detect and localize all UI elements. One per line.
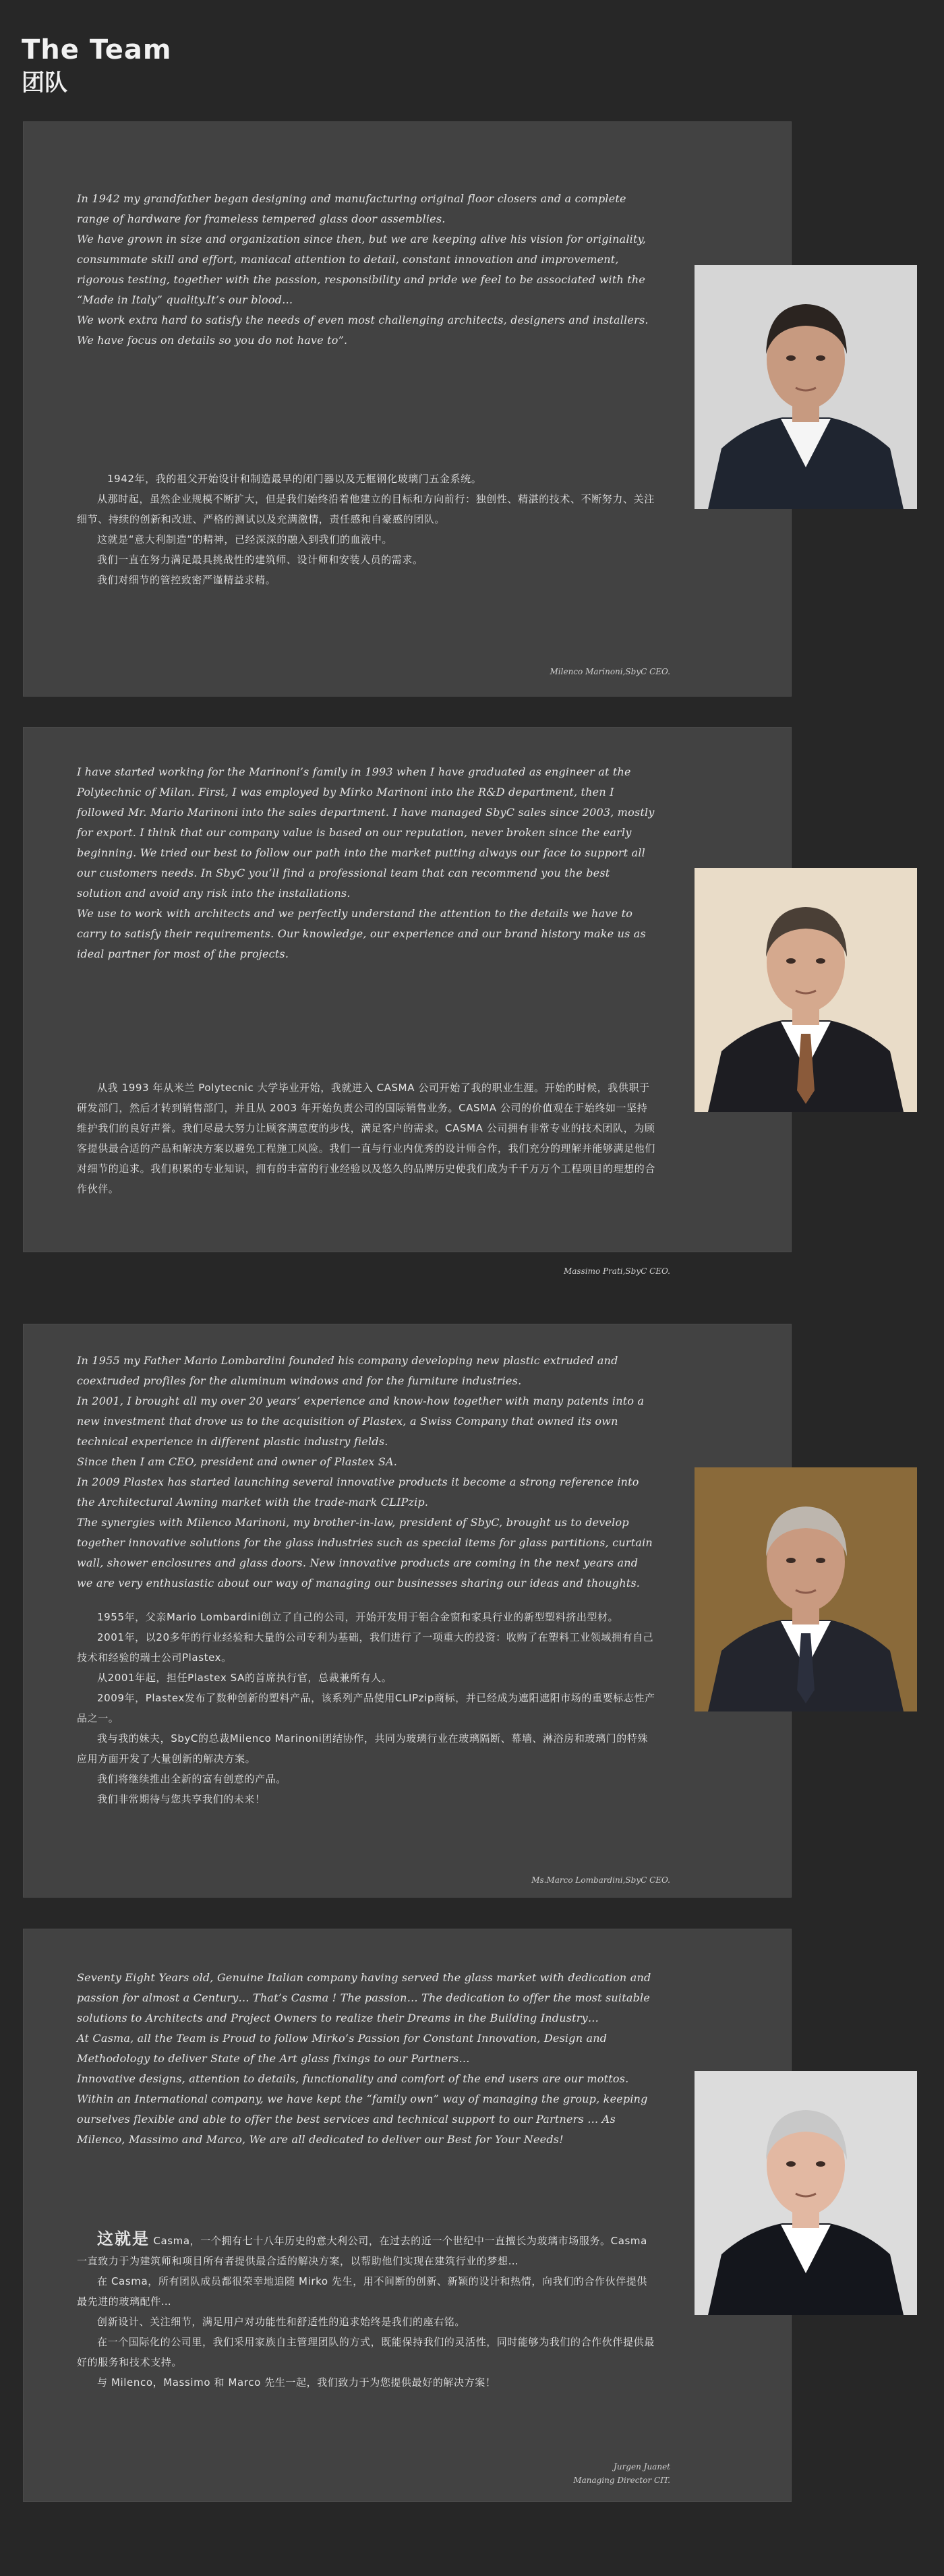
bio-english	[77, 189, 657, 351]
team-card-massimo	[23, 727, 792, 1276]
bio-paragraph: We use to work with architects and we perfectly understand the attention to the details we have to carry to satisfy their requirements. Our knowledge, our experience and our brand history make us as ideal partner for most of the projects.	[77, 907, 646, 960]
bio-paragraph-zh: 这就是“意大利制造”的精神，已经深深的融入到我们的血液中。	[97, 533, 392, 546]
signature: Massimo Prati,SbyC CEO.	[563, 1266, 670, 1276]
bio-paragraph-zh: 我与我的妹夫，SbyC的总裁Milenco Marinoni团结协作，共同为玻璃行业在玻璃隔断、幕墙、淋浴房和玻璃门的特殊应用方面开发了大量创新的解决方案。	[77, 1732, 649, 1765]
bio-paragraph: At Casma, all the Team is Proud to follow Mirko’s Passion for Constant Innovation, Design and Methodology to deliver State of the Art glass fixings to our Partners…	[77, 2032, 608, 2065]
signature	[573, 2460, 670, 2487]
bio-paragraph: The synergies with Milenco Marinoni, my brother-in-law, president of SbyC, brought us to develop together innovative solutions for the glass industries such as special items for glass partitions, curtain wall, shower enclosures and glass doors. New innovative products are coming in the next years and we are very enthusiastic about our way of managing our businesses sharing our ideas and thoughts.	[77, 1516, 653, 1589]
bio-paragraph: We have grown in size and organization since then, but we are keeping alive his vision for originality, consummate skill and effort, maniacal attention to detail, constant innovation and improvement, rigorous testing, together with the passion, responsibility and pride we feel to be associated with the “Made in Italy” quality.It’s our blood…	[77, 233, 647, 306]
portrait-photo-jurgen-juanet	[695, 2071, 917, 2315]
lead-text: 这就是	[97, 2229, 150, 2248]
bio-paragraph-zh: 从2001年起，担任Plastex SA的首席执行官，总裁兼所有人。	[97, 1672, 392, 1684]
bio-paragraph-zh: 在 Casma，所有团队成员都很荣幸地追随 Mirko 先生，用不间断的创新、新颖的设计和热情，向我们的合作伙伴提供最先进的玻璃配件…	[77, 2275, 647, 2308]
page-subtitle: 团队	[22, 69, 67, 96]
bio-paragraph-zh: 我们将继续推出全新的富有创意的产品。	[97, 1773, 287, 1785]
bio-chinese	[77, 2229, 657, 2393]
bio-paragraph-zh: 在一个国际化的公司里，我们采用家族自主管理团队的方式，既能保持我们的灵活性，同时能够为我们的合作伙伴提供最好的服务和技术支持。	[77, 2336, 655, 2368]
page-header	[22, 32, 359, 98]
team-card-milenco	[23, 121, 792, 697]
bio-paragraph-zh: 创新设计、关注细节，满足用户对功能性和舒适性的追求始终是我们的座右铭。	[97, 2316, 466, 2328]
bio-paragraph: In 2001, I brought all my over 20 years’ experience and know-how together with many patents into a new investment that drove us to the acquisition of Plastex, a Swiss Company that owned its own technical experience in different plastic industry fields.	[77, 1395, 645, 1448]
bio-paragraph-zh: 我们一直在努力满足最具挑战性的建筑师、设计师和安装人员的需求。	[97, 554, 423, 566]
signature-role: Managing Director CIT.	[573, 2476, 670, 2485]
signature: Ms.Marco Lombardini,SbyC CEO.	[531, 1875, 670, 1885]
bio-paragraph-zh: 1942年，我的祖父开始设计和制造最早的闭门器以及无框钢化玻璃门五金系统。	[107, 473, 482, 485]
bio-paragraph: In 1955 my Father Mario Lombardini founded his company developing new plastic extruded and coextruded profiles for the aluminum windows and for the furniture industries.	[77, 1354, 618, 1387]
bio-paragraph: Since then I am CEO, president and owner of Plastex SA.	[77, 1455, 398, 1468]
portrait-photo-marco-lombardini	[695, 1467, 917, 1711]
bio-paragraph-zh: 从我 1993 年从米兰 Polytecnic 大学毕业开始，我就进入 CASMA 公司开始了我的职业生涯。开始的时候，我供职于研发部门，然后才转到销售部门，并且从 2003 年开始负责公司的国际销售业务。CASMA 公司的价值观在于始终如一坚持维护我们的良好声誉。我们尽最大努力让顾客满意度的步伐，满足客户的需求。CASMA 公司拥有非常专业的技术团队，为顾客提供最合适的产品和解决方案以避免工程施工风险。我们一直与行业内优秀的设计师合作，我们充分的理解并能够满足他们对细节的追求。我们积累的专业知识，拥有的丰富的行业经验以及悠久的品牌历史使我们成为千千万万个工程项目的理想的合作伙伴。	[77, 1082, 656, 1195]
signature: Milenco Marinoni,SbyC CEO.	[550, 667, 670, 676]
bio-paragraph-zh: 我们对细节的管控致密严谨精益求精。	[97, 574, 276, 586]
bio-paragraph: I have started working for the Marinoni’s family in 1993 when I have graduated as engineer at the Polytechnic of Milan. First, I was employed by Mirko Marinoni into the R&D department, then I followed Mr. Mario Marinoni into the sales department. I have managed SbyC sales since 2003, mostly for export. I think that our company value is based on our reputation, never broken since the early beginning. We tried our best to follow our path into the market putting always our face to support all our customers needs. In SbyC you’ll find a professional team that can recommend you the best solution and avoid any risk into the installations.	[77, 765, 655, 900]
bio-chinese	[77, 1607, 657, 1809]
bio-chinese	[77, 1078, 657, 1199]
bio-paragraph: In 1942 my grandfather began designing and manufacturing original floor closers and a complete range of hardware for frameless tempered glass door assemblies.	[77, 192, 626, 225]
bio-paragraph-zh: 1955年，父亲Mario Lombardini创立了自己的公司，开始开发用于铝合金窗和家具行业的新型塑料挤出型材。	[97, 1611, 619, 1623]
team-card-jurgen	[23, 1929, 792, 2502]
team-card-marco	[23, 1324, 792, 1898]
signature-name: Jurgen Juanet	[614, 2462, 670, 2471]
bio-paragraph: Innovative designs, attention to details, functionality and comfort of the end users are our mottos. Within an International company, we have kept the “family own” way of managing the group, keeping ourselves flexible and able to offer the best services and technical support to our Partners … As Milenco, Massimo and Marco, We are all dedicated to deliver our Best for Your Needs!	[77, 2072, 648, 2146]
bio-english	[77, 1351, 657, 1593]
bio-english	[77, 762, 657, 964]
bio-paragraph-zh: 这就是 Casma，一个拥有七十八年历史的意大利公司，在过去的近一个世纪中一直擅长为玻璃市场服务。Casma 一直致力于为建筑师和项目所有者提供最合适的解决方案，以帮助他们实现在建筑行业的梦想…	[77, 2229, 647, 2267]
bio-paragraph-zh: 2001年，以20多年的行业经验和大量的公司专利为基础，我们进行了一项重大的投资：收购了在塑料工业领域拥有自己技术和经验的瑞士公司Plastex。	[77, 1631, 654, 1664]
bio-paragraph: We work extra hard to satisfy the needs of even most challenging architects, designers and installers. We have focus on details so you do not have to”.	[77, 314, 649, 347]
bio-paragraph-zh: 2009年，Plastex发布了数种创新的塑料产品，该系列产品使用CLIPzip商标，并已经成为遮阳遮阳市场的重要标志性产品之一。	[77, 1692, 655, 1724]
bio-paragraph: In 2009 Plastex has started launching several innovative products it become a strong reference into the Architectural Awning market with the trade-mark CLIPzip.	[77, 1475, 639, 1509]
bio-chinese	[77, 469, 657, 590]
bio-english	[77, 1968, 657, 2150]
bio-paragraph-zh: 我们非常期待与您共享我们的未来！	[97, 1793, 266, 1805]
portrait-photo-milenco-marinoni	[695, 265, 917, 509]
bio-paragraph-zh: 从那时起，虽然企业规模不断扩大，但是我们始终沿着他建立的目标和方向前行：独创性、精湛的技术、不断努力、关注细节、持续的创新和改进、严格的测试以及充满激情，责任感和自豪感的团队。	[77, 493, 655, 525]
bio-paragraph-zh: 与 Milenco，Massimo 和 Marco 先生一起，我们致力于为您提供最好的解决方案！	[97, 2376, 496, 2389]
portrait-photo-massimo-prati	[695, 868, 917, 1112]
page-title: The Team	[22, 34, 172, 65]
bio-paragraph: Seventy Eight Years old, Genuine Italian company having served the glass market with dedication and passion for almost a Century… That’s Casma ! The passion… The dedication to offer the most suitable solutions to Architects and Project Owners to realize their Dreams in the Building Industry…	[77, 1971, 651, 2024]
